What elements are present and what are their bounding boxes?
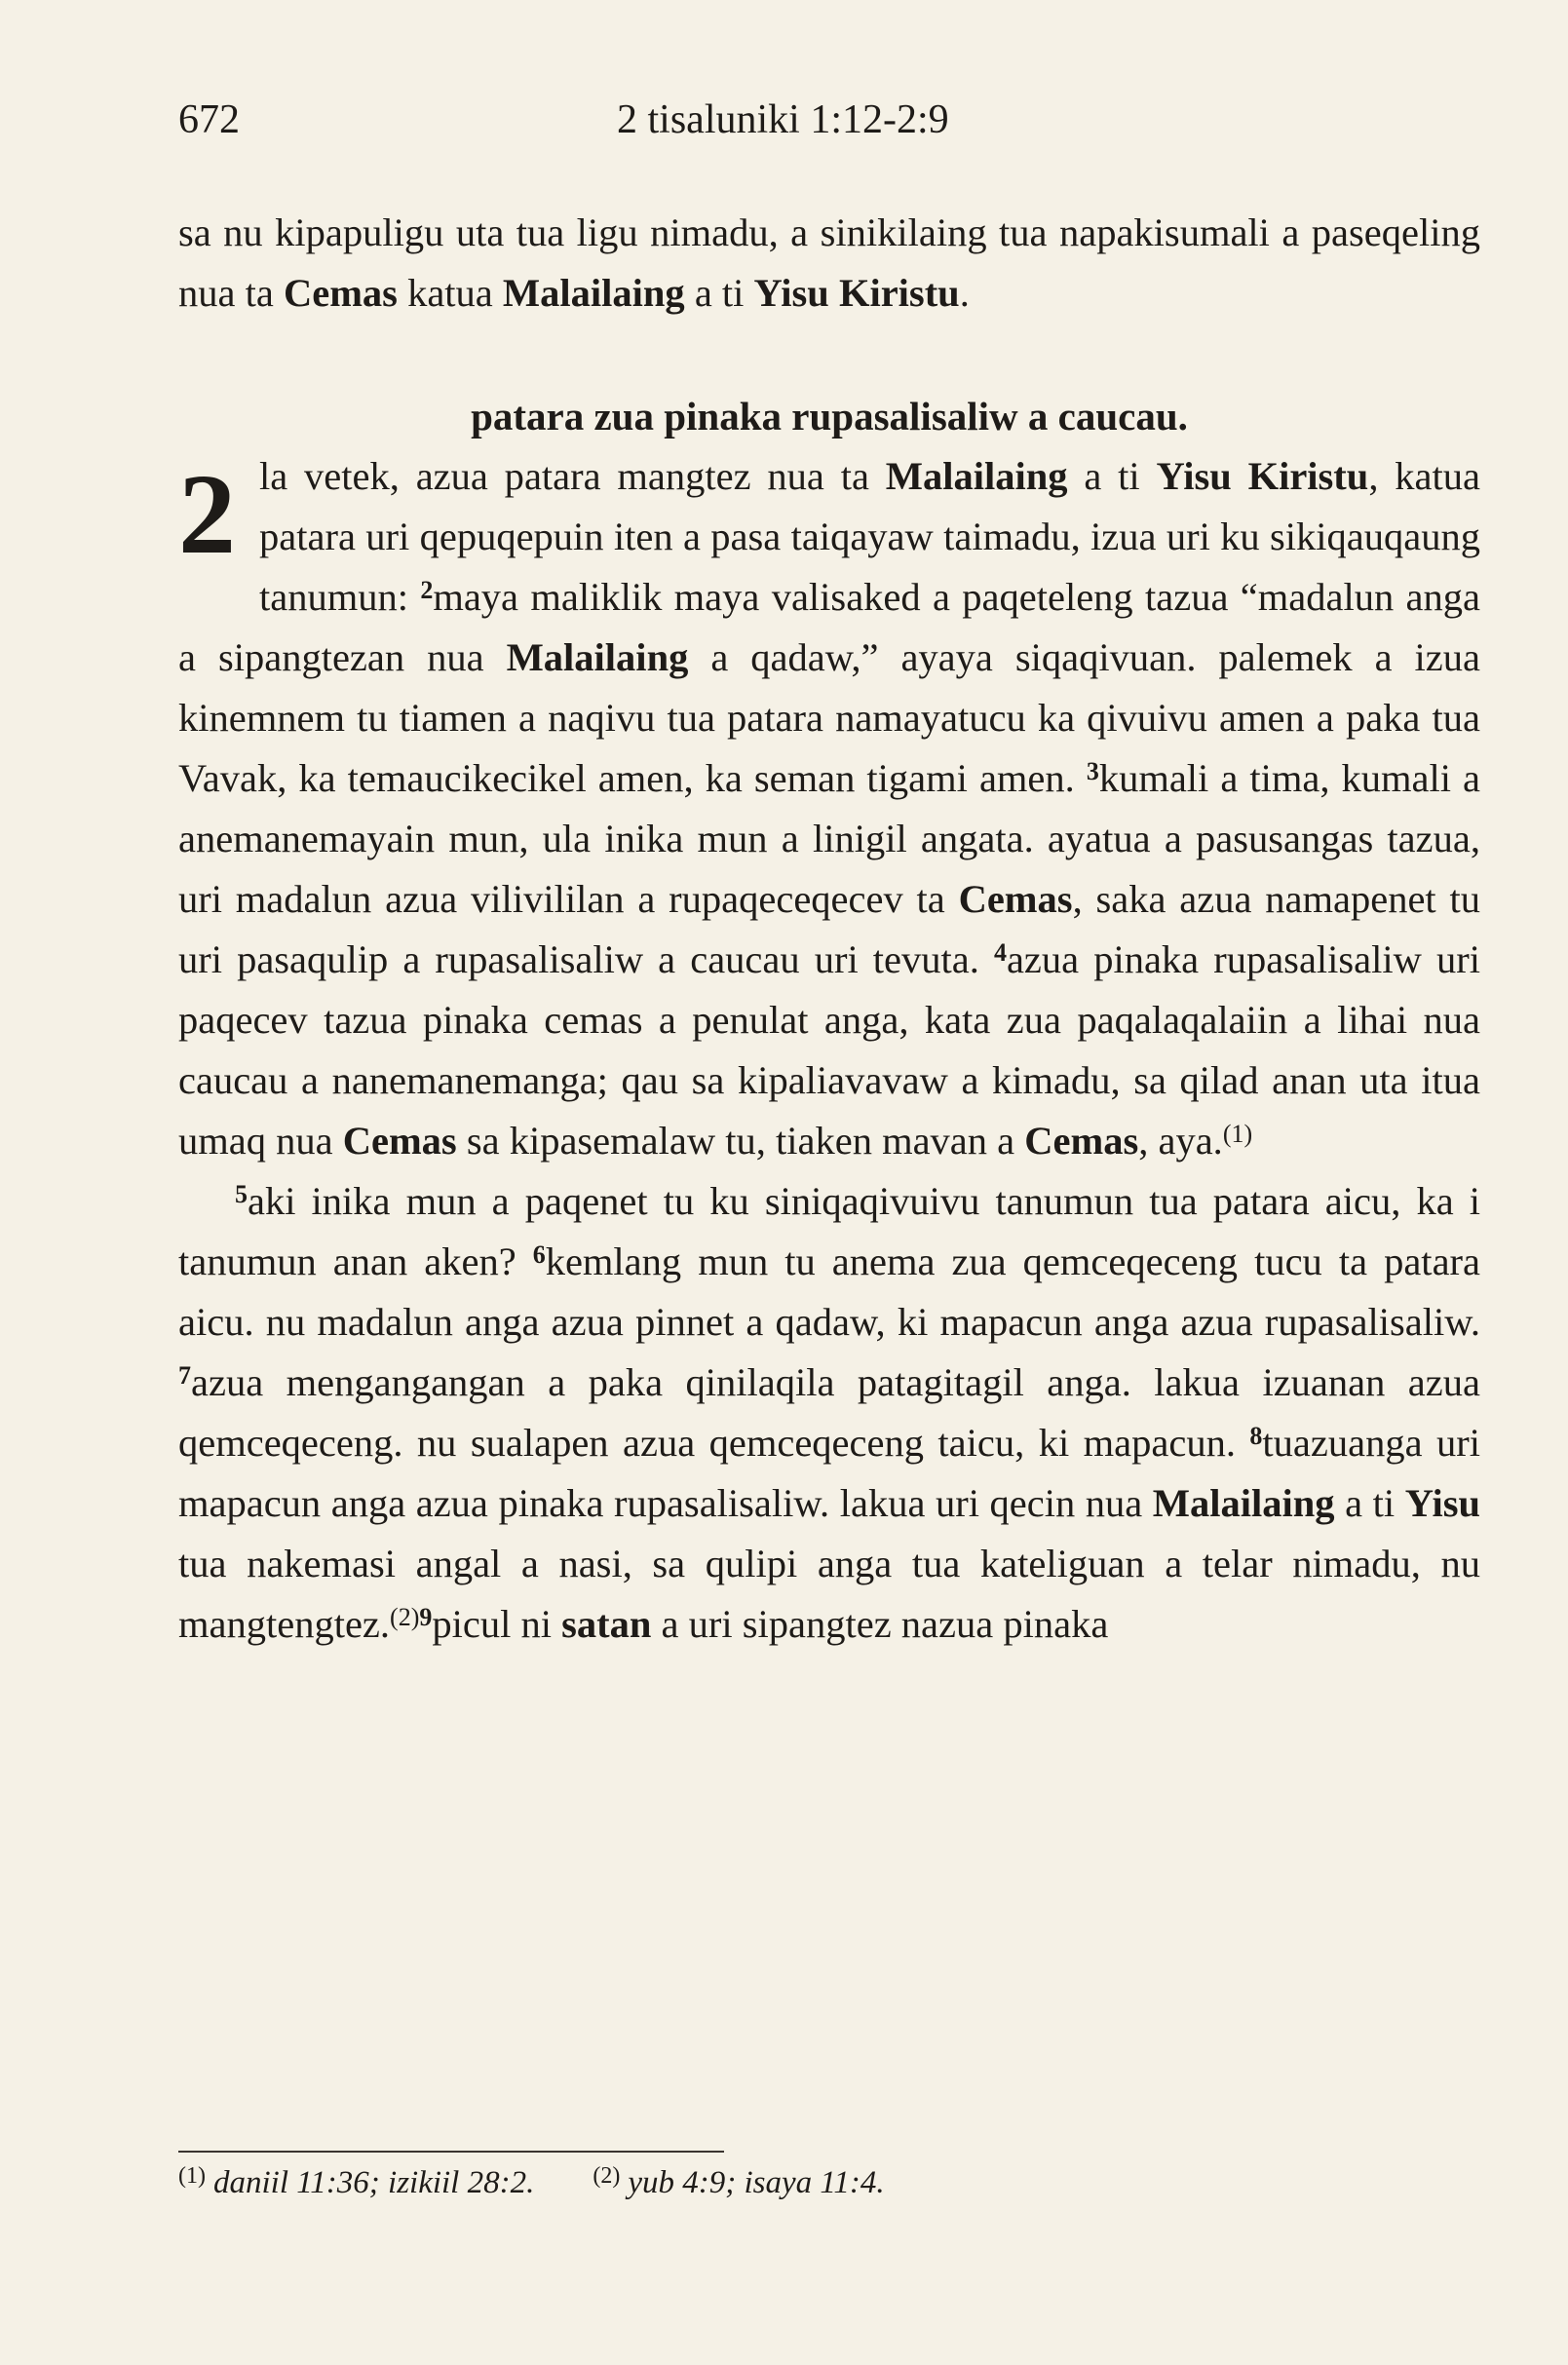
chapter-number: 2 xyxy=(178,450,236,578)
footnote-ref-2: (2) xyxy=(390,1603,420,1631)
footnote-text-1: daniil 11:36; izikiil 28:2. xyxy=(212,2165,535,2200)
intro-paragraph: sa nu kipapuligu uta tua ligu nimadu, a sinikilaing tua napakisumali a paseqeling nua ta Cemas katua Malailaing a ti Yisu Kiristu. xyxy=(178,210,1480,315)
verse-number: 8 xyxy=(1249,1422,1263,1450)
verse-number: 5 xyxy=(235,1180,248,1208)
footnotes xyxy=(178,2161,1480,2204)
name-yisu-kiristu: Yisu Kiristu xyxy=(753,271,960,315)
footnote-mark-2: (2) xyxy=(593,2163,621,2189)
section-heading: patara zua pinaka rupasalisaliw a caucau. xyxy=(471,394,1188,439)
footnote-text-2: yub 4:9; isaya 11:4. xyxy=(628,2165,885,2200)
name-malailaing: Malailaing xyxy=(502,271,685,315)
name-cemas: Cemas xyxy=(283,271,398,315)
footnote-mark-1: (1) xyxy=(178,2163,206,2189)
verse-number: 9 xyxy=(419,1603,433,1631)
page-number: 672 xyxy=(178,97,240,142)
verse-number: 4 xyxy=(993,938,1007,967)
verse-paragraph: $^5$aki inika mun a paqenet tu ku siniqaqivuivu tanumun tua patara aicu, ka i tanumun anan aken? $^6$kemlang mun tu anema zua qemceqeceng tucu ta patara aicu. nu madalun anga azua pinnet a qadaw, ki mapacun anga azua rupasalisaliw. $^7$azua mengangangan a paka qinilaqila patagitagil anga. lakua izuanan azua qemceqeceng. nu sualapen azua qemceqeceng taicu, ki mapacun. $^8$tuazuanga uri mapacun anga azua pinaka rupasalisaliw. lakua uri qecin nua Malailaing a ti Yisu tua nakemasi angal a nasi, sa qulipi anga tua kateliguan a telar nimadu, nu mangtengtez.$^{(2)9}$picul ni satan a uri sipangtez nazua pinaka xyxy=(178,1179,1481,1646)
verse-number: 3 xyxy=(1086,757,1099,785)
body-text xyxy=(178,203,1480,1655)
running-title: 2 tisaluniki 1:12-2:9 xyxy=(617,97,949,142)
chapter-2-paragraph: 2 la vetek, azua patara mangtez nua ta Malailaing a ti Yisu Kiristu, katua patara uri qepuqepuin iten a pasa taiqayaw taimadu, izua uri ku sikiqauqaung tanumun: $^2$maya maliklik maya valisaked a paqeteleng tazua “madalun anga a sipangtezan nua Malailaing a qadaw,” ayaya siqaqivuan. palemek a izua kinemnem tu tiamen a naqivu tua patara namayatucu ka qivuivu amen a paka tua Vavak, ka temaucikecikel amen, ka seman tigami amen. $^3$kumali a tima, kumali a anemanemayain mun, ula inika mun a linigil angata. ayatua a pasusangas tazua, uri madalun azua vilivililan a rupaqeceqecev ta Cemas, saka azua namapenet tu uri pasaqulip a rupasalisaliw a caucau uri tevuta. $^4$azua pinaka rupasalisaliw uri paqecev tazua pinaka cemas a penulat anga, kata zua paqalaqalaiin a lihai nua caucau a nanemanemanga; qau sa kipaliavavaw a kimadu, sa qilad anan uta itua umaq nua Cemas sa kipasemalaw tu, tiaken mavan a Cemas, aya.$^{(1)}$ xyxy=(178,450,1481,1163)
verse-number: 6 xyxy=(532,1240,546,1269)
footnote-divider xyxy=(178,2151,724,2153)
footnote-ref-1: (1) xyxy=(1222,1120,1253,1148)
verse-number: 2 xyxy=(420,576,434,604)
verse-number: 7 xyxy=(178,1361,191,1390)
